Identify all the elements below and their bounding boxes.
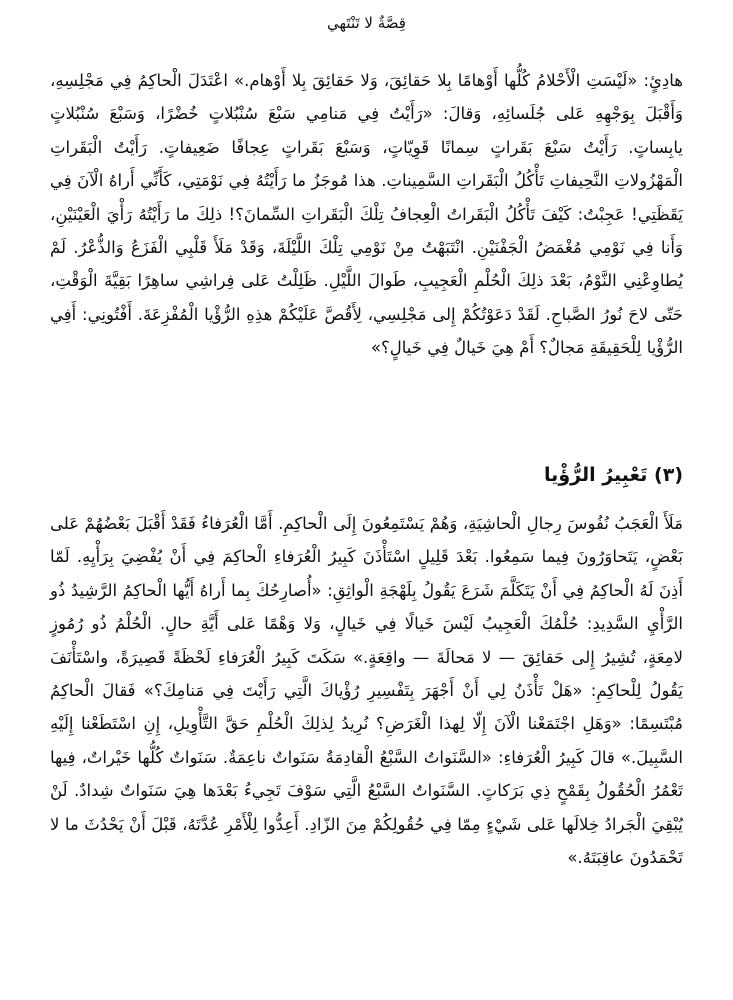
running-head: قِصَّةٌ لا تَنْتَهي [327,14,406,32]
paragraph-dream-interpretation: مَلَأَ الْعَجَبُ نُفُوسَ رِجالِ الْحاشِيَةِ، وَهُمْ يَسْتَمِعُونَ إِلَى الْحاكِمِ. أَمَّا الْعُرَفاءُ فَقَدْ أَقْبَلَ بَعْضُهُمْ عَلى بَعْضٍ، يَتَحاوَرُونَ فِيما سَمِعُوا. بَعْدَ قَلِيلٍ اسْتَأْذَنَ كَبِيرُ الْعُرَفاءِ الْحاكِمَ فِي أَنْ يُفْضِيَ بِرَأْيِهِ. لَمّا أَذِنَ لَهُ الْحاكِمُ فِي أَنْ يَتَكَلَّمَ شَرَعَ يَقُولُ بِلَهْجَةِ الْواثِقِ: «أُصارِحُكَ بِما أَراهُ أَيُّها الْحاكِمُ الرَّشِيدُ ذُو الرَّأْيِ السَّدِيدِ: حُلْمُكَ الْعَجِيبُ لَيْسَ خَيالًا فِي خَيالٍ، وَلا وَهْمًا عَلى أَيَّةِ حالٍ. الْحُلْمُ ذُو رُمُوزٍ لامِعَةٍ، تُشِيرُ إِلى حَقائِقَ — لا مَحالَةَ — واقِعَةٍ.» سَكَتَ كَبِيرُ الْعُرَفاءِ لَحْظَةً قَصِيرَةً، واسْتَأْنَفَ يَقُولُ لِلْحاكِمِ: «هَلْ تَأْذَنُ لِي أَنْ أَجْهَرَ بِتَفْسِيرِ رُؤْياكَ الَّتِي رَأَيْتَ فِي مَنامِكَ؟» فَقالَ الْحاكِمُ مُبْتَسِمًا: «وَهَلِ اجْتَمَعْنا الْآنَ إِلّا لِهذا الْغَرَضِ؟ نُرِيدُ لِذلِكَ الْحُلْمِ حَقَّ التَّأْوِيلِ، إِنِ اسْتَطَعْنا إِلَيْهِ السَّبِيلَ.» قالَ كَبِيرُ الْعُرَفاءِ: «السَّنَواتُ السَّبْعُ الْقادِمَةُ سَنَواتٌ ناعِمَةٌ. سَنَواتٌ كُلُّها خَيْراتٌ، فِيها تَعْمُرُ الْحُقُولُ بِقَمْحٍ ذِي بَرَكاتٍ. السَّنَواتُ السَّبْعُ الَّتِي سَوْفَ تَجِيءُ بَعْدَها هِيَ سَنَواتٌ شِدادٌ. لَنْ يُبْقِيَ الْجَرادُ خِلالَها عَلى شَيْءٍ مِمّا فِي حُقُولِكُمْ مِنَ الزّادِ. أَعِدُّوا لِلْأَمْرِ عُدَّتَهُ، قَبْلَ أَنْ يَحْدُثَ ما لا تَحْمَدُونَ عاقِبَتَهُ.» [50,514,683,868]
paragraph-dream-account: هادِئٍ: «لَيْسَتِ الْأَحْلامُ كُلُّها أَوْهامًا بِلا حَقائِقَ، وَلا حَقائِقَ بِلا أَوْهام.» اعْتَدَلَ الْحاكِمُ فِي مَجْلِسِهِ، وَأَقْبَلَ بِوَجْهِهِ عَلى جُلَسائِهِ، وَقالَ: «رَأَيْتُ فِي مَنامِي سَبْعَ سُنْبُلاتٍ خُضْرًا، وَسَبْعَ سُنْبُلاتٍ يابِساتٍ. رَأَيْتُ سَبْعَ بَقَراتٍ سِمانًا قَوِيّاتٍ، وَسَبْعَ بَقَراتٍ عِجافًا ضَعِيفاتٍ. رَأَيْتُ الْبَقَراتِ الْمَهْزُولاتِ النَّحِيفاتِ تَأْكُلُ الْبَقَراتِ السَّمِيناتِ. هذا مُوجَزُ ما رَأَيْتُهُ فِي نَوْمَتِي، كَأَنِّي أَراهُ الْآنَ فِي يَقَظَتِي! عَجِبْتُ: كَيْفَ تَأْكُلُ الْبَقَراتُ الْعِجافُ تِلْكَ الْبَقَراتِ السِّمانَ؟! ذلِكَ ما رَأَيْتُهُ رَأْيَ الْعَيْنَيْنِ، وَأَنا فِي نَوْمِي مُغْمَضُ الْجَفْنَيْنِ. انْتَبَهْتُ مِنْ نَوْمِي تِلْكَ اللَّيْلَةَ، وَقَدْ مَلَأَ قَلْبِي الْفَزَعُ وَالذُّعْرُ. لَمْ يُطاوِعْنِي النَّوْمُ، بَعْدَ ذلِكَ الْحُلْمِ الْعَجِيبِ، طَوالَ اللَّيْلِ. ظَلِلْتُ عَلى فِراشِي ساهِرًا بَقِيَّةَ الْوَقْتِ، حَتّى لاحَ نُورُ الصَّباحِ. لَقَدْ دَعَوْتُكُمْ إِلى مَجْلِسِي، لِأَقُصَّ عَلَيْكُمْ هذِهِ الرُّؤْيا الْمُفْزِعَةَ. أَفْتُونِي: أَفِي الرُّؤْيا لِلْحَقِيقَةِ مَجالٌ؟ أَمْ هِيَ خَيالٌ فِي خَيالٍ؟» [50,71,683,358]
section-heading: (٣) تَعْبِيرُ الرُّؤْيا [544,464,683,486]
